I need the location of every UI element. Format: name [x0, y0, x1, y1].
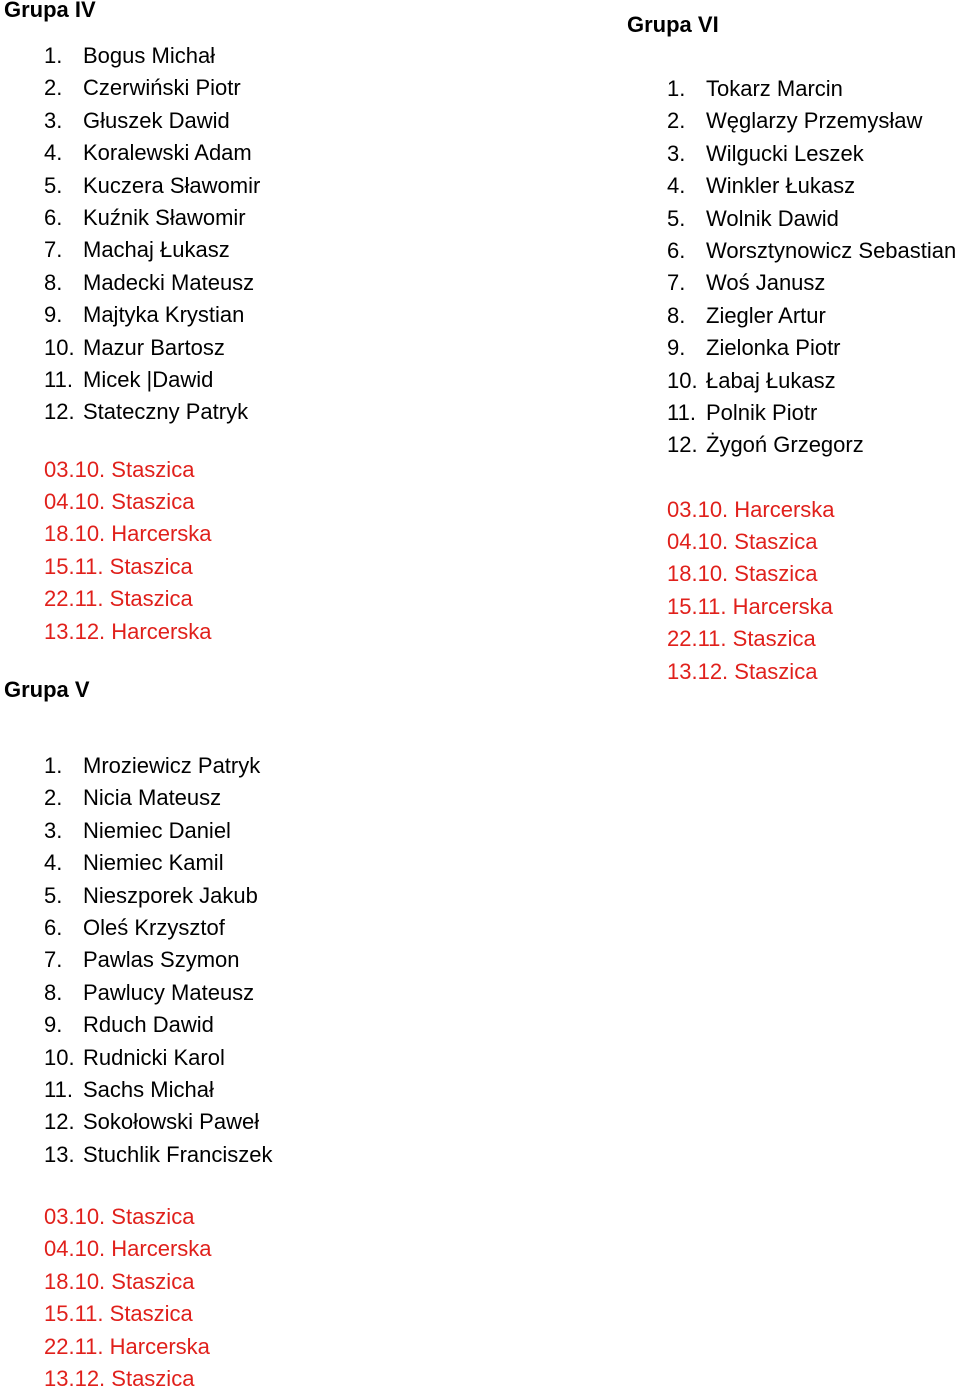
list-item-number: 10. — [44, 334, 75, 360]
list-item-number: 1. — [667, 76, 686, 101]
list-item-name: Mazur Bartosz — [83, 334, 225, 360]
list-item — [44, 1139, 273, 1171]
schedule-entry: 03.10. Staszica — [44, 456, 195, 482]
list-item — [667, 429, 956, 461]
list-item-name: Kuczera Sławomir — [83, 172, 261, 198]
list-item — [44, 72, 260, 104]
schedule-entry: 18.10. Staszica — [44, 1268, 195, 1294]
schedule-entry: 22.11. Staszica — [667, 626, 816, 652]
group-5-member-list — [44, 750, 273, 1171]
list-item — [44, 847, 273, 879]
list-item-name: Pawlas Szymon — [83, 947, 240, 973]
list-item-number: 4. — [667, 173, 686, 199]
list-item-number: 2. — [44, 75, 63, 101]
list-item-number: 8. — [44, 979, 63, 1005]
list-item-name: Kuźnik Sławomir — [83, 204, 246, 230]
group-6-member-list — [667, 73, 956, 462]
list-item-name: Polnik Piotr — [706, 399, 818, 425]
group-6-schedule — [667, 494, 956, 688]
list-item-name: Mroziewicz Patryk — [83, 753, 261, 778]
list-item-name: Rduch Dawid — [83, 1012, 214, 1038]
list-item — [667, 235, 956, 267]
list-item-name: Sokołowski Paweł — [83, 1109, 260, 1135]
list-item-name: Majtyka Krystian — [83, 302, 245, 328]
list-item-number: 1. — [44, 43, 63, 68]
list-item-number: 5. — [44, 172, 63, 198]
list-item-name: Zielonka Piotr — [706, 335, 841, 361]
list-item-name: Madecki Mateusz — [83, 269, 255, 295]
list-item-number: 2. — [667, 108, 686, 134]
list-item-name: Nieszporek Jakub — [83, 882, 258, 908]
list-item-number: 4. — [44, 850, 63, 876]
list-item — [44, 234, 260, 266]
list-item-name: Tokarz Marcin — [706, 76, 843, 101]
list-item-name: Rudnicki Karol — [83, 1044, 225, 1070]
list-item — [44, 137, 260, 169]
schedule-entry: 04.10. Staszica — [667, 529, 818, 555]
list-item-number: 5. — [44, 882, 63, 908]
schedule-entry: 03.10. Staszica — [44, 1204, 195, 1230]
list-item-name: Nicia Mateusz — [83, 785, 222, 811]
list-item-name: Ziegler Artur — [706, 302, 826, 328]
list-item-name: Głuszek Dawid — [83, 107, 230, 133]
list-item — [44, 944, 273, 976]
list-item-name: Winkler Łukasz — [706, 173, 856, 199]
group-5-schedule — [44, 1201, 273, 1395]
list-item — [667, 267, 956, 299]
list-item — [44, 332, 260, 364]
schedule-entry: 22.11. Harcerska — [44, 1333, 210, 1359]
list-item-number: 5. — [667, 205, 686, 231]
group-5-title: Grupa V — [4, 677, 90, 702]
list-item — [44, 1106, 273, 1138]
schedule-entry: 22.11. Staszica — [44, 586, 193, 612]
schedule-entry: 15.11. Staszica — [44, 553, 193, 579]
list-item — [667, 73, 956, 105]
list-item — [44, 267, 260, 299]
list-item-name: Wolnik Dawid — [706, 205, 839, 231]
list-item-name: Żygoń Grzegorz — [706, 432, 864, 458]
list-item — [667, 203, 956, 235]
list-item-name: Worsztynowicz Sebastian — [706, 237, 957, 263]
list-item-name: Łabaj Łukasz — [706, 367, 836, 393]
list-item — [44, 815, 273, 847]
list-item-name: Koralewski Adam — [83, 140, 252, 166]
list-item-number: 6. — [667, 237, 686, 263]
list-item-name: Wilgucki Leszek — [706, 140, 864, 166]
list-item — [667, 300, 956, 332]
list-item — [44, 1074, 273, 1106]
group-4-schedule — [44, 454, 260, 648]
group-6-title: Grupa VI — [627, 12, 719, 37]
schedule-entry: 03.10. Harcerska — [667, 496, 835, 522]
list-item-name: Pawlucy Mateusz — [83, 979, 255, 1005]
list-item-number: 12. — [667, 432, 698, 458]
list-item-number: 13. — [44, 1141, 75, 1167]
list-item-number: 11. — [44, 1076, 73, 1102]
list-item — [44, 977, 273, 1009]
list-item-number: 1. — [44, 753, 63, 778]
list-item-name: Machaj Łukasz — [83, 237, 230, 263]
list-item-number: 8. — [44, 269, 63, 295]
list-item-number: 11. — [44, 366, 73, 392]
list-item-number: 7. — [44, 237, 63, 263]
list-item-number: 9. — [667, 335, 686, 361]
group-4-member-list — [44, 40, 260, 429]
list-item — [44, 1042, 273, 1074]
list-item — [44, 105, 260, 137]
list-item-name: Sachs Michał — [83, 1076, 214, 1102]
list-item-name: Czerwiński Piotr — [83, 75, 241, 101]
group-5 — [4, 676, 273, 1395]
list-item-number: 9. — [44, 1012, 63, 1038]
schedule-entry: 13.12. Harcerska — [44, 618, 212, 644]
list-item-number: 12. — [44, 1109, 75, 1135]
schedule-entry: 04.10. Staszica — [44, 489, 195, 515]
list-item-number: 4. — [44, 140, 63, 166]
list-item-name: Stateczny Patryk — [83, 399, 249, 425]
list-item — [44, 364, 260, 396]
list-item-number: 3. — [667, 140, 686, 166]
schedule-entry: 13.12. Staszica — [44, 1366, 195, 1392]
list-item-number: 11. — [667, 399, 696, 425]
group-4-title: Grupa IV — [4, 0, 96, 22]
list-item — [667, 105, 956, 137]
group-6 — [627, 11, 956, 688]
list-item-number: 3. — [44, 107, 63, 133]
list-item — [44, 396, 260, 428]
list-item-number: 10. — [667, 367, 698, 393]
list-item-number: 12. — [44, 399, 75, 425]
list-item-number: 6. — [44, 914, 63, 940]
list-item — [44, 170, 260, 202]
list-item — [44, 912, 273, 944]
list-item — [667, 397, 956, 429]
list-item — [667, 138, 956, 170]
list-item — [44, 40, 260, 72]
list-item — [44, 750, 273, 782]
list-item — [44, 880, 273, 912]
list-item — [44, 202, 260, 234]
list-item — [44, 782, 273, 814]
list-item-number: 7. — [667, 270, 686, 296]
list-item-name: Bogus Michał — [83, 43, 216, 68]
group-4 — [4, 0, 260, 648]
list-item-name: Niemiec Daniel — [83, 817, 231, 843]
list-item-name: Micek |Dawid — [83, 366, 214, 392]
list-item-name: Oleś Krzysztof — [83, 914, 225, 940]
list-item-number: 3. — [44, 817, 63, 843]
schedule-entry: 18.10. Harcerska — [44, 521, 212, 547]
list-item-name: Woś Janusz — [706, 270, 826, 296]
schedule-entry: 13.12. Staszica — [667, 658, 818, 684]
list-item-number: 2. — [44, 785, 63, 811]
list-item-name: Niemiec Kamil — [83, 850, 224, 876]
list-item — [44, 299, 260, 331]
list-item-name: Węglarzy Przemysław — [706, 108, 923, 134]
list-item — [667, 170, 956, 202]
list-item — [667, 365, 956, 397]
list-item-number: 7. — [44, 947, 63, 973]
list-item-number: 6. — [44, 204, 63, 230]
list-item-name: Stuchlik Franciszek — [83, 1141, 273, 1167]
list-item-number: 10. — [44, 1044, 75, 1070]
schedule-entry: 04.10. Harcerska — [44, 1236, 212, 1262]
schedule-entry: 15.11. Harcerska — [667, 593, 833, 619]
schedule-entry: 15.11. Staszica — [44, 1301, 193, 1327]
list-item-number: 8. — [667, 302, 686, 328]
list-item-number: 9. — [44, 302, 63, 328]
list-item — [44, 1009, 273, 1041]
list-item — [667, 332, 956, 364]
schedule-entry: 18.10. Staszica — [667, 561, 818, 587]
